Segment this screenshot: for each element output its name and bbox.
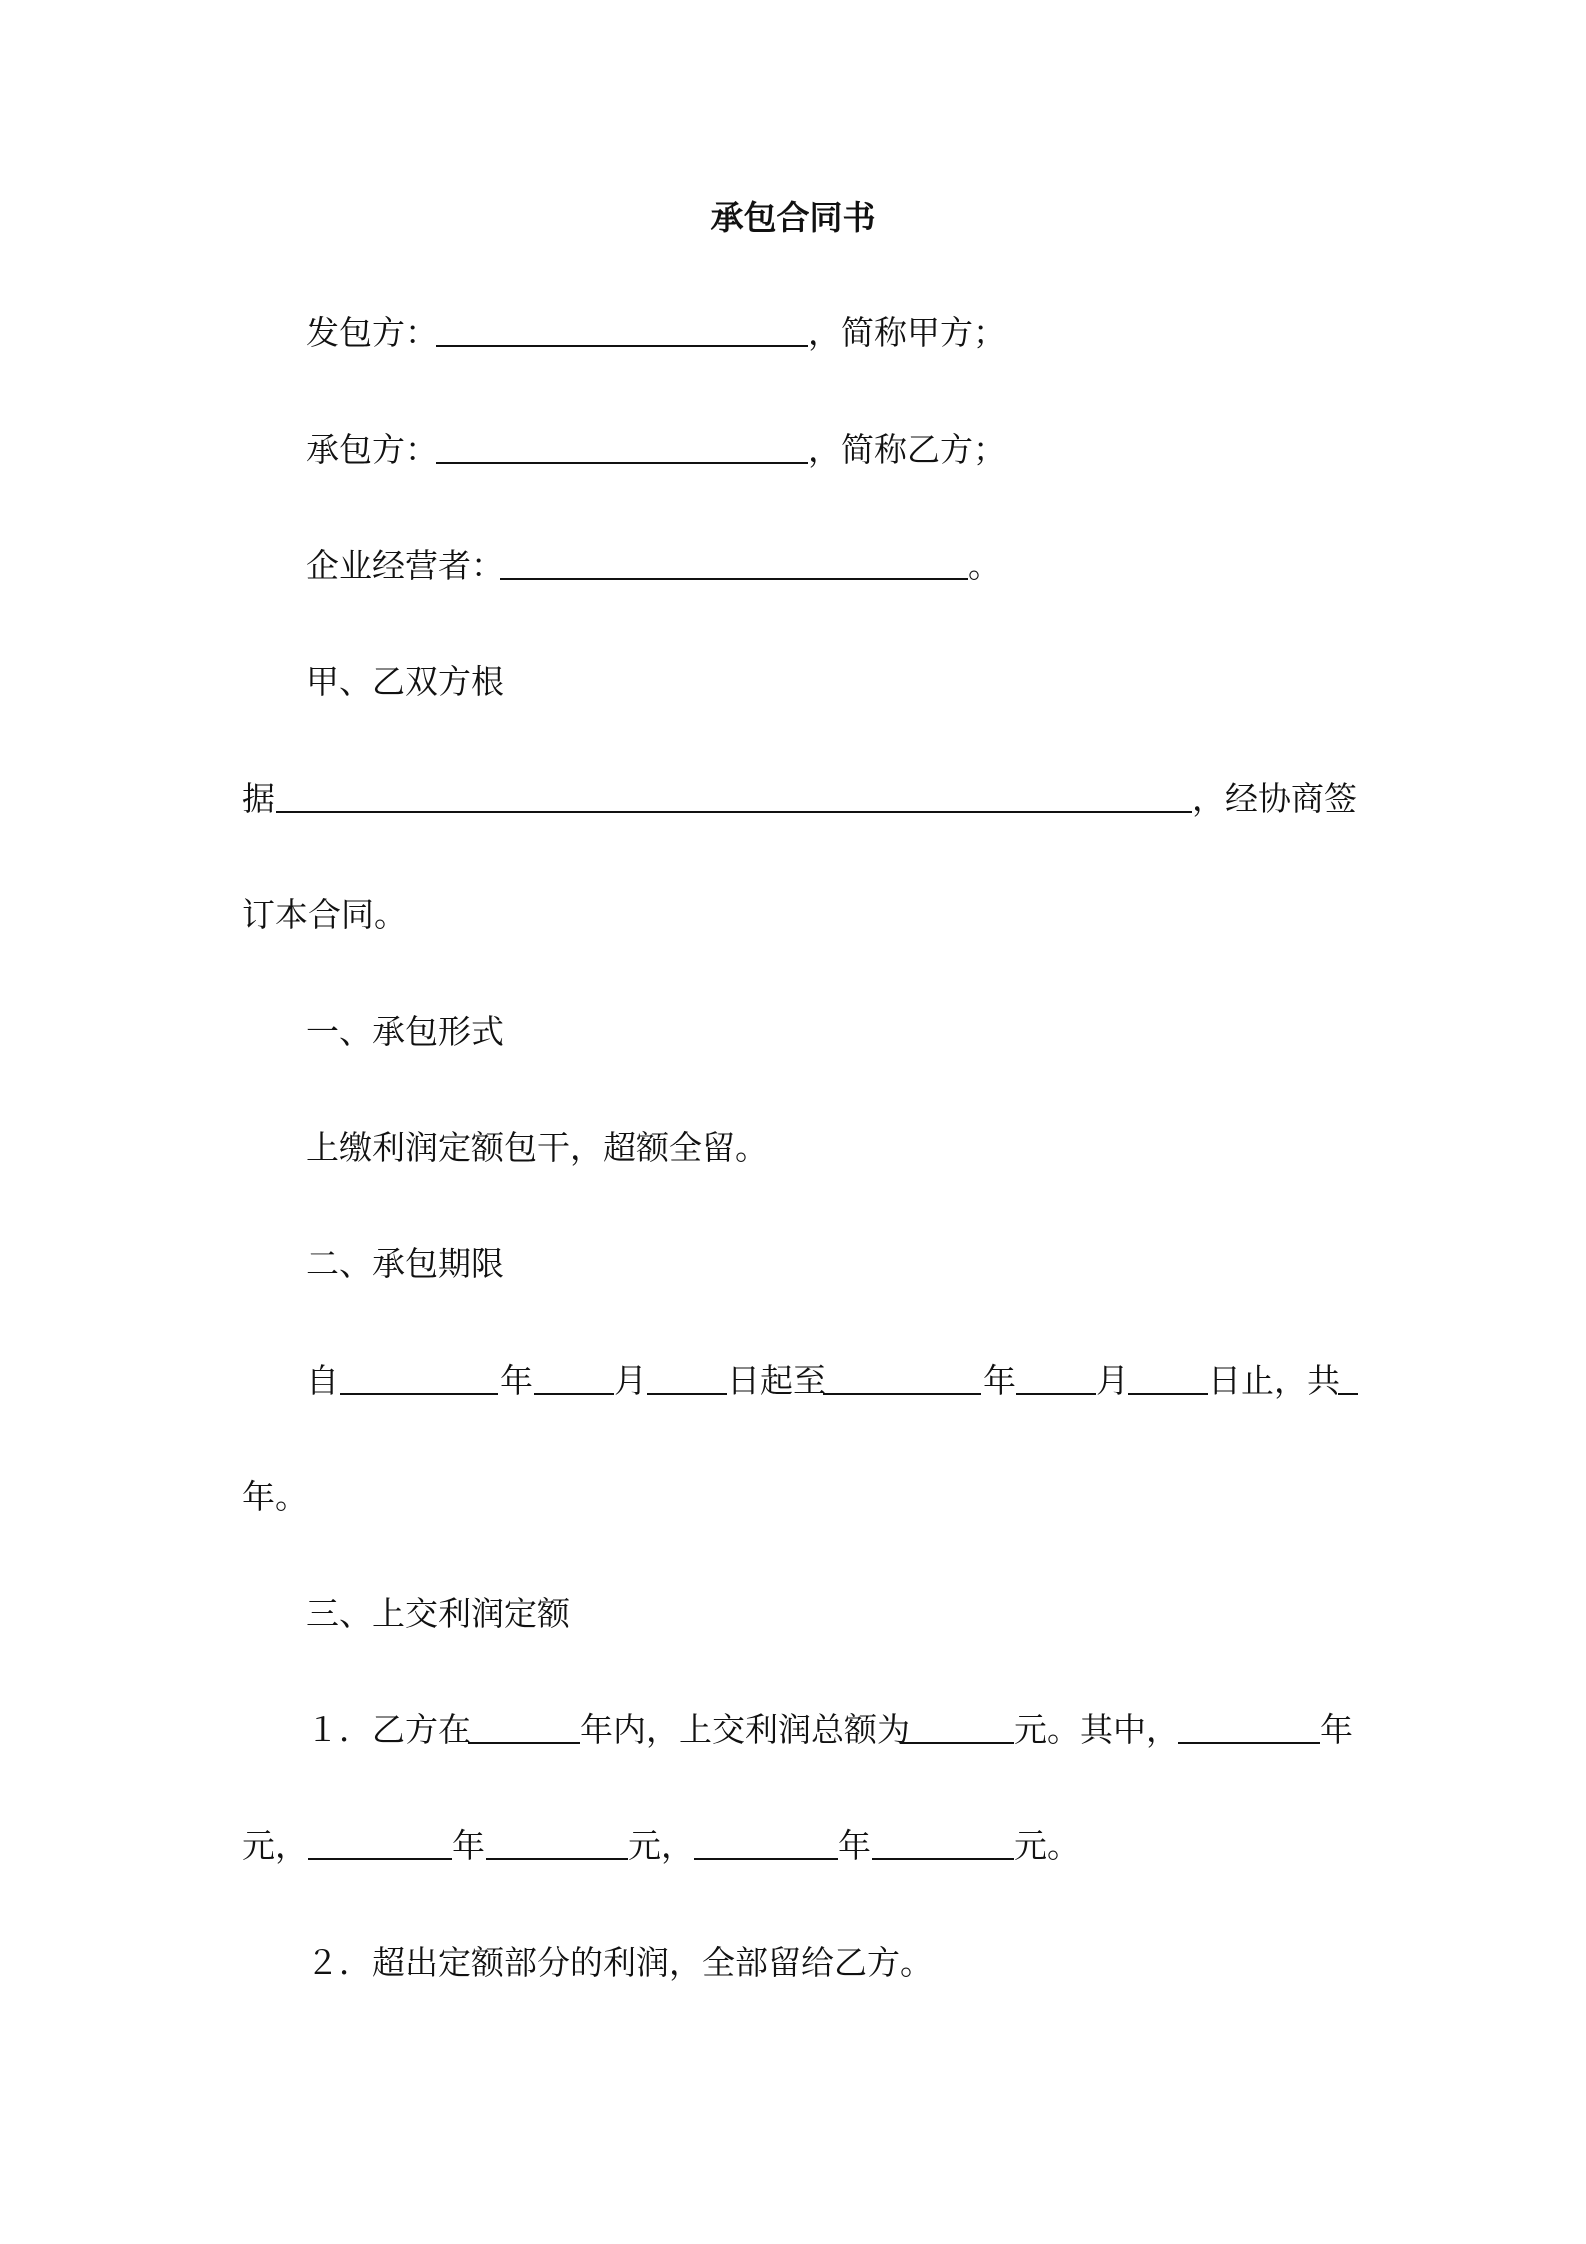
- operator-line: [0, 536, 1586, 596]
- basis-text-1: 甲、乙双方根: [306, 662, 504, 701]
- party-a-line: [0, 303, 1586, 363]
- party-a-blank[interactable]: [436, 345, 808, 347]
- quota-year-label-3: 年: [838, 1826, 871, 1865]
- basis-line-3: [0, 885, 1586, 945]
- quota-item-1-line: [0, 1700, 1586, 1760]
- quota-year-2-blank[interactable]: [308, 1858, 452, 1860]
- term-start-day-blank[interactable]: [647, 1393, 727, 1395]
- quota-amount-3-blank[interactable]: [872, 1858, 1014, 1860]
- quota-item-1-a: １．乙方在: [306, 1710, 471, 1749]
- term-total-years-blank[interactable]: [1338, 1393, 1358, 1395]
- basis-suffix: ，经协商签: [1192, 779, 1357, 818]
- operator-suffix: 。: [968, 546, 1001, 585]
- term-end-text: 年。: [242, 1477, 308, 1516]
- quota-item-1-c: 元。其中，: [1014, 1710, 1179, 1749]
- term-day-from-label: 日起至: [727, 1361, 826, 1400]
- quota-year-3-blank[interactable]: [694, 1858, 838, 1860]
- section-3-heading: 三、上交利润定额: [306, 1594, 570, 1633]
- section-1-body: 上缴利润定额包干，超额全留。: [306, 1128, 768, 1167]
- term-end-day-blank[interactable]: [1128, 1393, 1208, 1395]
- section-1-heading-line: [0, 1002, 1586, 1062]
- term-from-label: 自: [306, 1361, 339, 1400]
- quota-item-2: ２．超出定额部分的利润，全部留给乙方。: [306, 1943, 933, 1982]
- party-b-suffix: ，简称乙方；: [808, 430, 1006, 469]
- quota-yuan-label-3: 元。: [1014, 1826, 1080, 1865]
- term-end-line: [0, 1467, 1586, 1527]
- term-day-to-label: 日止，共: [1208, 1361, 1340, 1400]
- party-b-label: 承包方：: [306, 430, 438, 469]
- party-b-blank[interactable]: [436, 462, 808, 464]
- term-start-year-blank[interactable]: [340, 1393, 498, 1395]
- term-year-label-2: 年: [983, 1361, 1016, 1400]
- basis-prefix: 据: [242, 779, 275, 818]
- quota-years-blank[interactable]: [468, 1742, 580, 1744]
- quota-item-1-b: 年内，上交利润总额为: [580, 1710, 910, 1749]
- quota-total-blank[interactable]: [900, 1742, 1014, 1744]
- section-2-heading-line: [0, 1234, 1586, 1294]
- operator-blank[interactable]: [500, 578, 968, 580]
- term-line: [0, 1351, 1586, 1411]
- operator-label: 企业经营者：: [306, 546, 504, 585]
- term-start-month-blank[interactable]: [534, 1393, 614, 1395]
- term-end-year-blank[interactable]: [823, 1393, 981, 1395]
- quota-item-2-line: [0, 1933, 1586, 1993]
- section-1-body-line: [0, 1118, 1586, 1178]
- term-month-label-2: 月: [1096, 1361, 1129, 1400]
- quota-yuan-label-2: 元，: [628, 1826, 694, 1865]
- party-a-suffix: ，简称甲方；: [808, 313, 1006, 352]
- quota-breakdown-line: [0, 1816, 1586, 1876]
- party-b-line: [0, 420, 1586, 480]
- quota-yuan-label-1: 元，: [242, 1826, 308, 1865]
- basis-blank[interactable]: [276, 811, 1192, 813]
- term-month-label-1: 月: [614, 1361, 647, 1400]
- basis-text-3: 订本合同。: [242, 895, 407, 934]
- section-1-heading: 一、承包形式: [306, 1012, 504, 1051]
- quota-year-label-1: 年: [1320, 1710, 1353, 1749]
- party-a-label: 发包方：: [306, 313, 438, 352]
- section-2-heading: 二、承包期限: [306, 1244, 504, 1283]
- basis-line-2: [0, 769, 1586, 829]
- section-3-heading-line: [0, 1584, 1586, 1644]
- basis-line-1: [0, 652, 1586, 712]
- term-year-label-1: 年: [500, 1361, 533, 1400]
- quota-year-1-blank[interactable]: [1178, 1742, 1320, 1744]
- quota-amount-2-blank[interactable]: [486, 1858, 628, 1860]
- term-end-month-blank[interactable]: [1016, 1393, 1096, 1395]
- document-title: 承包合同书: [710, 198, 876, 237]
- quota-year-label-2: 年: [452, 1826, 485, 1865]
